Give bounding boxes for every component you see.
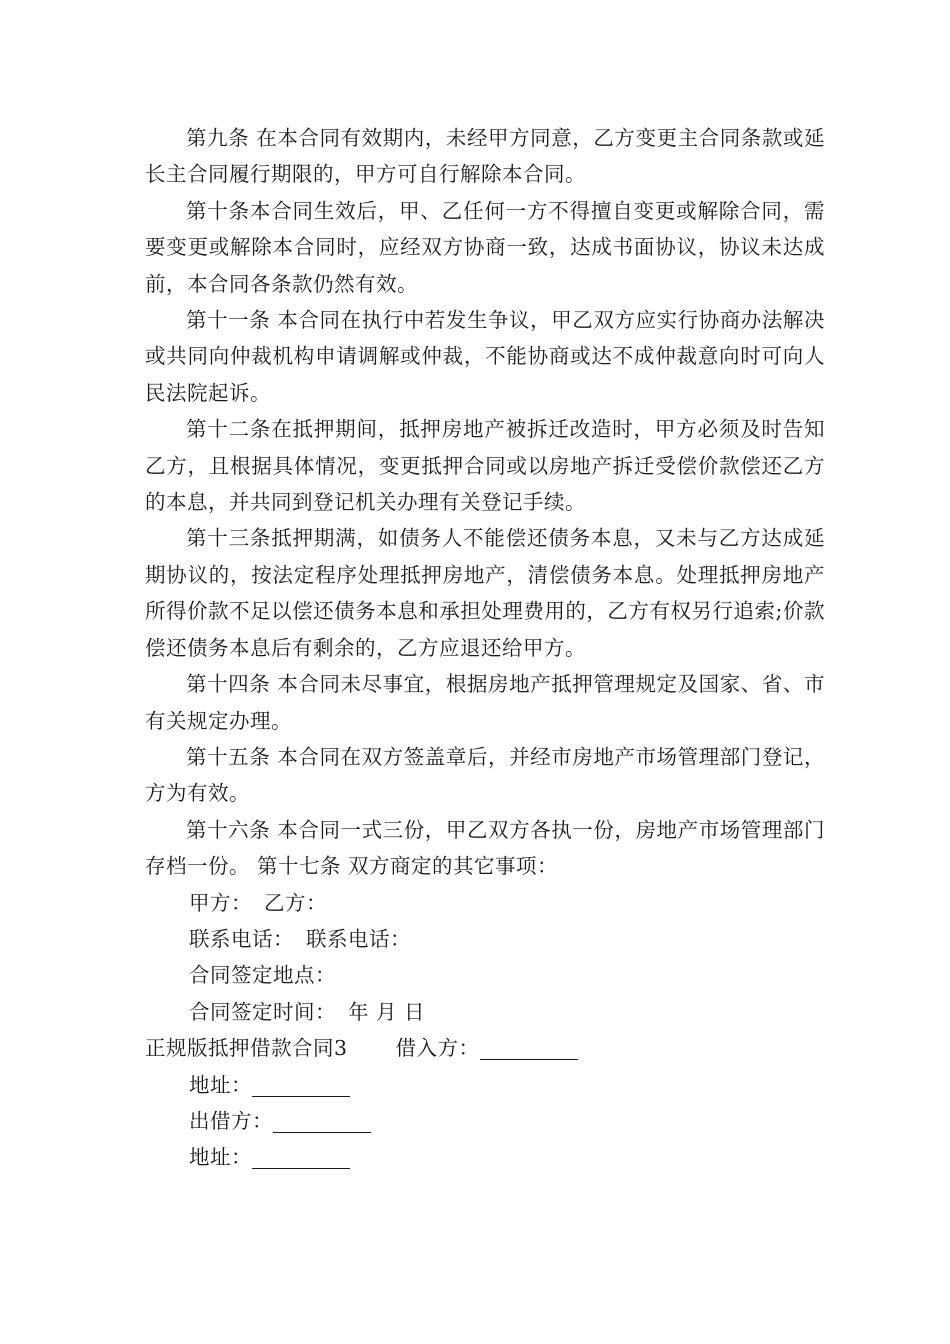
- borrower-address-line: [145, 1067, 825, 1103]
- article-11: 第十一条 本合同在执行中若发生争议，甲乙双方应实行协商办法解决或共同向仲裁机构申请调解或仲裁，不能协商或达不成仲裁意向时可向人民法院起诉。: [145, 308, 825, 405]
- phone-b-label: 联系电话：: [306, 926, 411, 951]
- lender-blank[interactable]: [273, 1108, 371, 1133]
- borrower-address-label: 地址：: [189, 1072, 252, 1097]
- borrower-label: 借入方：: [395, 1036, 480, 1061]
- phone-line: [145, 921, 825, 957]
- lender-address-label: 地址：: [189, 1145, 252, 1170]
- signing-time-line: [145, 994, 825, 1030]
- article-14: 第十四条 本合同未尽事宜，根据房地产抵押管理规定及国家、省、市有关规定办理。: [145, 672, 825, 733]
- lender-address-blank[interactable]: [252, 1144, 350, 1169]
- borrower-address-blank[interactable]: [252, 1072, 350, 1097]
- article-13: 第十三条抵押期满，如债务人不能偿还债务本息，又未与乙方达成延期协议的，按法定程序处理抵押房地产，清偿债务本息。处理抵押房地产所得价款不足以偿还债务本息和承担处理费用的，乙方有权另行追索;价款偿还债务本息后有剩余的，乙方应退还给甲方。: [145, 526, 825, 660]
- article-10: 第十条本合同生效后，甲、乙任何一方不得擅自变更或解除合同，需要变更或解除本合同时，应经双方协商一致，达成书面协议，协议未达成前，本合同各条款仍然有效。: [145, 198, 825, 296]
- phone-a-label: 联系电话：: [189, 926, 294, 951]
- signing-date: 年 月 日: [348, 999, 426, 1024]
- article-9: 第九条 在本合同有效期内，未经甲方同意，乙方变更主合同条款或延长主合同履行期限的，甲方可自行解除本合同。: [145, 126, 825, 187]
- next-contract-heading-line: [145, 1030, 825, 1066]
- party-line: [145, 885, 825, 921]
- contract-page: [145, 120, 825, 1176]
- party-b-label: 乙方：: [264, 890, 327, 915]
- party-a-label: 甲方：: [189, 890, 252, 915]
- lender-label: 出借方：: [189, 1108, 273, 1133]
- lender-line: [145, 1103, 825, 1139]
- article-16: 第十六条 本合同一式三份，甲乙双方各执一份，房地产市场管理部门存档一份。 第十七条 双方商定的其它事项：: [145, 817, 825, 879]
- borrower-blank[interactable]: [480, 1035, 578, 1060]
- signing-place: 合同签定地点：: [189, 963, 336, 988]
- next-contract-title: 正规版抵押借款合同3: [145, 1036, 348, 1061]
- lender-address-line: [145, 1139, 825, 1175]
- signing-time-label: 合同签定时间：: [189, 999, 336, 1024]
- article-15: 第十五条 本合同在双方签盖章后，并经市房地产市场管理部门登记，方为有效。: [145, 744, 825, 806]
- article-12: 第十二条在抵押期间，抵押房地产被拆迁改造时，甲方必须及时告知乙方，且根据具体情况，变更抵押合同或以房地产拆迁受偿价款偿还乙方的本息，并共同到登记机关办理有关登记手续。: [145, 417, 825, 515]
